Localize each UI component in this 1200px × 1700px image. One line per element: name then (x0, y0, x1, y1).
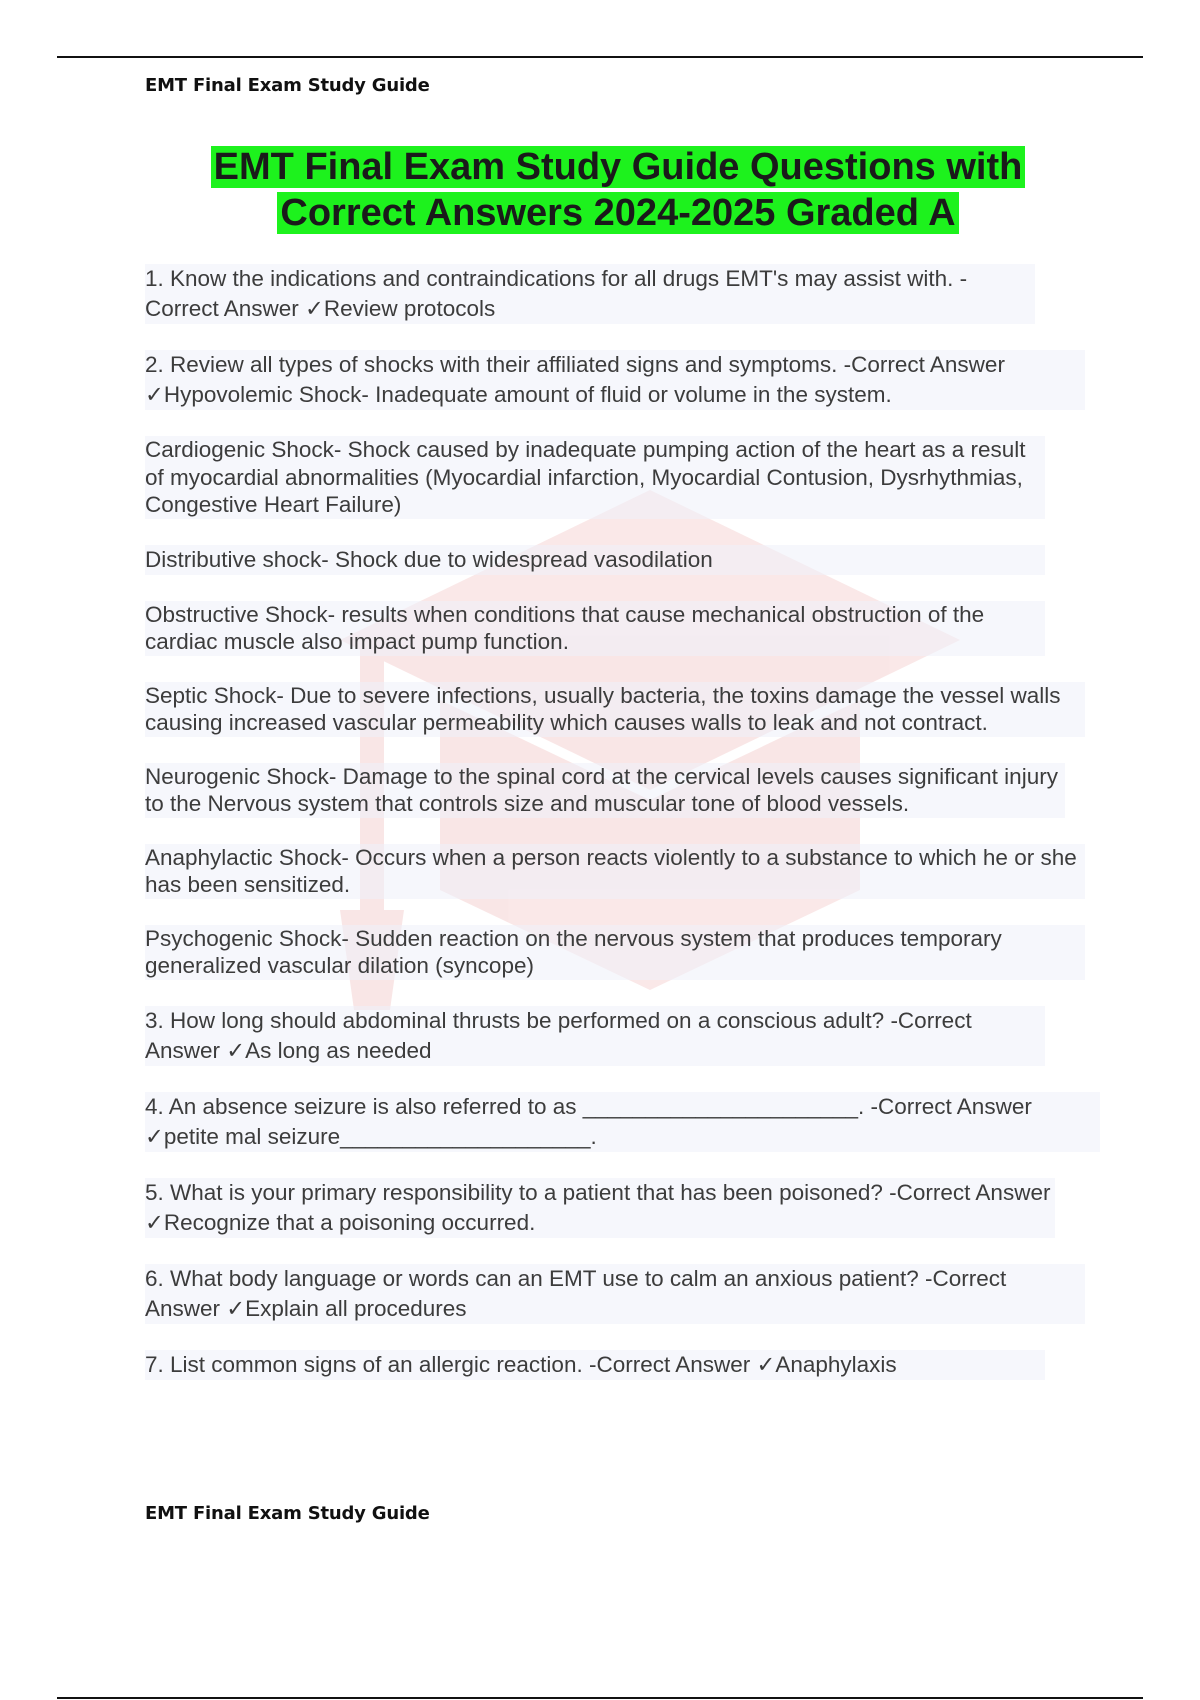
shock-distributive: Distributive shock- Shock due to widespread vasodilation (145, 545, 1045, 575)
document-title-line-1: EMT Final Exam Study Guide Questions with (211, 146, 1026, 188)
running-footer: EMT Final Exam Study Guide (145, 1503, 430, 1524)
question-5: 5. What is your primary responsibility to a patient that has been poisoned? -Correct Answer ✓Recognize that a poisoning occurred. (145, 1178, 1055, 1238)
document-title (145, 144, 1091, 236)
question-4: 4. An absence seizure is also referred to as ______________________. -Correct Answer ✓petite mal seizure____________________. (145, 1092, 1100, 1152)
document-title-line-2: Correct Answers 2024-2025 Graded A (277, 192, 958, 234)
question-7: 7. List common signs of an allergic reaction. -Correct Answer ✓Anaphylaxis (145, 1350, 1045, 1380)
header-rule (57, 56, 1143, 58)
question-3: 3. How long should abdominal thrusts be performed on a conscious adult? -Correct Answer ✓As long as needed (145, 1006, 1045, 1066)
study-guide-content (145, 264, 1095, 1380)
shock-cardiogenic: Cardiogenic Shock- Shock caused by inadequate pumping action of the heart as a result of myocardial abnormalities (Myocardial infarction, Myocardial Contusion, Dysrhythmias, Congestive Heart Failure) (145, 436, 1045, 519)
footer-rule (57, 1697, 1143, 1699)
question-1: 1. Know the indications and contraindications for all drugs EMT's may assist with. -Correct Answer ✓Review protocols (145, 264, 1035, 324)
running-header: EMT Final Exam Study Guide (145, 75, 430, 96)
shock-septic: Septic Shock- Due to severe infections, usually bacteria, the toxins damage the vessel walls causing increased vascular permeability which causes walls to leak and not contract. (145, 682, 1085, 737)
shock-obstructive: Obstructive Shock- results when conditions that cause mechanical obstruction of the cardiac muscle also impact pump function. (145, 601, 1045, 656)
question-2: 2. Review all types of shocks with their affiliated signs and symptoms. -Correct Answer ✓Hypovolemic Shock- Inadequate amount of fluid or volume in the system. (145, 350, 1085, 410)
shock-neurogenic: Neurogenic Shock- Damage to the spinal cord at the cervical levels causes significant injury to the Nervous system that controls size and muscular tone of blood vessels. (145, 763, 1065, 818)
shock-psychogenic: Psychogenic Shock- Sudden reaction on the nervous system that produces temporary generalized vascular dilation (syncope) (145, 925, 1085, 980)
question-6: 6. What body language or words can an EMT use to calm an anxious patient? -Correct Answer ✓Explain all procedures (145, 1264, 1085, 1324)
shock-anaphylactic: Anaphylactic Shock- Occurs when a person reacts violently to a substance to which he or she has been sensitized. (145, 844, 1085, 899)
